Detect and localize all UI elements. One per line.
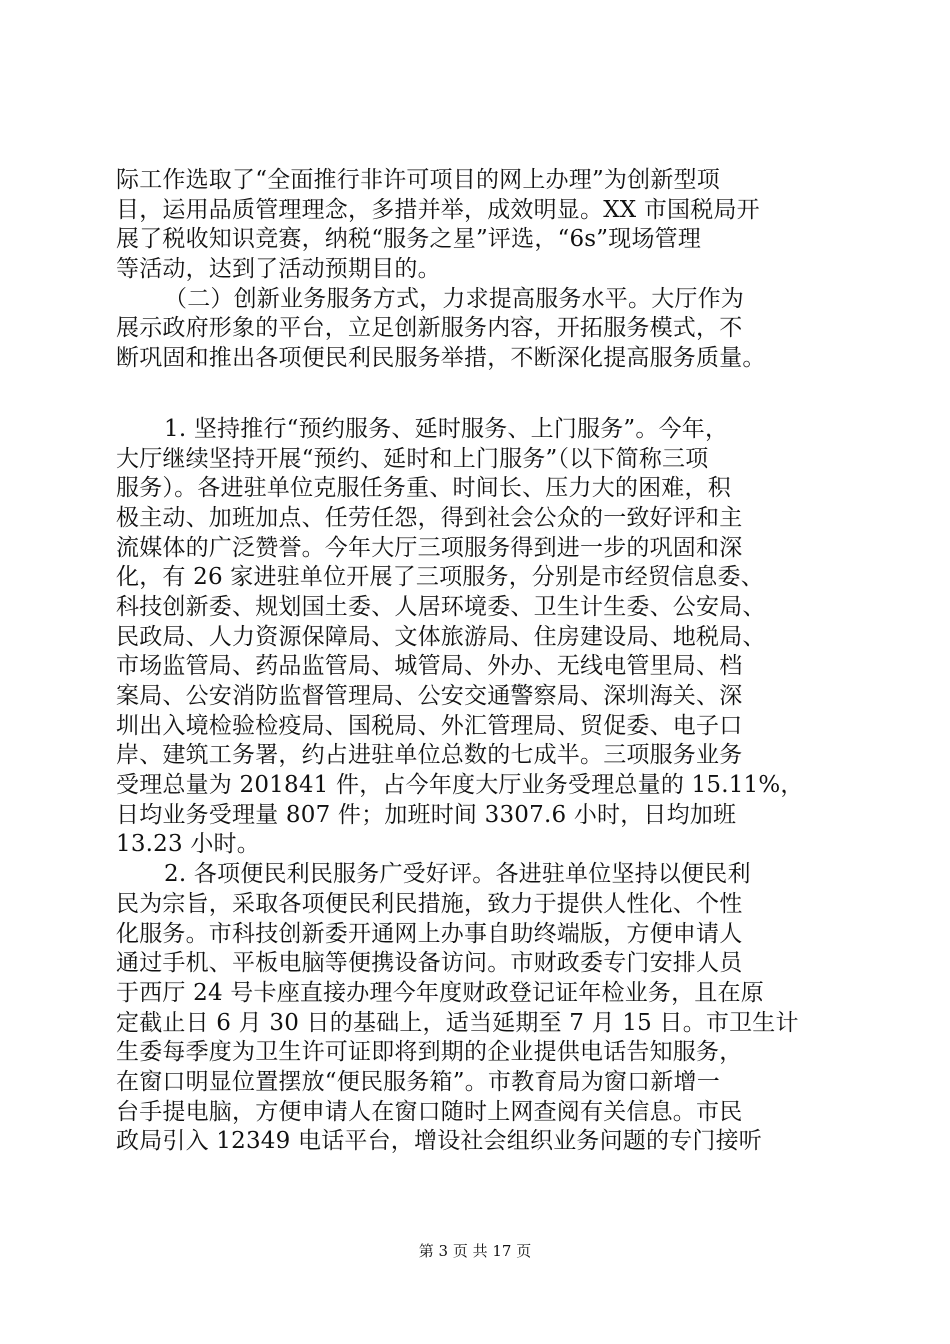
text-line: 科技创新委、规划国土委、人居环境委、卫生计生委、公安局、 [116, 593, 766, 620]
document-body [116, 166, 838, 1157]
text-line: 市场监管局、药品监管局、城管局、外办、无线电管里局、档 [116, 653, 743, 680]
text-line: 岸、建筑工务署，约占进驻单位总数的七成半。三项服务业务 [116, 742, 743, 769]
text-line: 13.23 小时。 [116, 831, 260, 858]
text-line: 流媒体的广泛赞誉。今年大厅三项服务得到进一步的巩固和深 [116, 534, 743, 561]
text-line: 台手提电脑，方便申请人在窗口随时上网查阅有关信息。市民 [116, 1098, 743, 1125]
text-line: 生委每季度为卫生许可证即将到期的企业提供电话告知服务， [116, 1039, 743, 1066]
text-line: 断巩固和推出各项便民利民服务举措，不断深化提高服务质量。 [116, 345, 766, 372]
paragraph-continuation [116, 166, 838, 285]
text-line: 极主动、加班加点、任劳任怨，得到社会公众的一致好评和主 [116, 504, 743, 531]
paragraph-gap [116, 374, 838, 415]
page-number-footer: 第 3 页 共 17 页 [418, 1242, 532, 1260]
text-line: 际工作选取了“全面推行非许可项目的网上办理”为创新型项 [116, 167, 720, 193]
text-line: 政局引入 12349 电话平台，增设社会组织业务问题的专门接听 [116, 1128, 762, 1155]
text-line: 案局、公安消防监督管理局、公安交通警察局、深圳海关、深 [116, 683, 743, 709]
text-line: 圳出入境检验检疫局、国税局、外汇管理局、贸促委、电子口 [116, 712, 743, 739]
text-line: 在窗口明显位置摆放“便民服务箱”。市教育局为窗口新增一 [116, 1068, 720, 1095]
text-line: 展了税收知识竞赛，纳税“服务之星”评选，“6s”现场管理 [116, 226, 702, 253]
text-line: 展示政府形象的平台，立足创新服务内容，开拓服务模式，不 [116, 315, 743, 342]
paragraph-item-two [116, 860, 838, 1157]
text-line: 化服务。市科技创新委开通网上办事自助终端版，方便申请人 [116, 920, 743, 947]
text-line: 目，运用品质管理理念，多措并举，成效明显。XX 市国税局开 [116, 196, 760, 223]
paragraph-section-two [116, 285, 838, 374]
text-line: 1. 坚持推行“预约服务、延时服务、上门服务”。今年， [164, 415, 729, 442]
text-line: 民政局、人力资源保障局、文体旅游局、住房建设局、地税局、 [116, 623, 766, 650]
text-line: 定截止日 6 月 30 日的基础上，适当延期至 7 月 15 日。市卫生计 [116, 1009, 799, 1036]
text-line: （二）创新业务服务方式，力求提高服务水平。大厅作为 [164, 285, 744, 312]
text-line: 民为宗旨，采取各项便民利民措施，致力于提供人性化、个性 [116, 890, 743, 917]
text-line: 受理总量为 201841 件，占今年度大厅业务受理总量的 15.11%， [116, 772, 804, 799]
paragraph-item-one [116, 415, 838, 860]
text-line: 等活动，达到了活动预期目的。 [116, 256, 441, 283]
text-line: 通过手机、平板电脑等便携设备访问。市财政委专门安排人员 [116, 950, 743, 977]
text-line: 化，有 26 家进驻单位开展了三项服务，分别是市经贸信息委、 [116, 564, 764, 591]
text-line: 2. 各项便民利民服务广受好评。各进驻单位坚持以便民利 [164, 861, 751, 888]
text-line: 服务）。各进驻单位克服任务重、时间长、压力大的困难，积 [116, 475, 731, 502]
text-line: 大厅继续坚持开展“预约、延时和上门服务”（以下简称三项 [116, 445, 709, 472]
text-line: 于西厅 24 号卡座直接办理今年度财政登记证年检业务，且在原 [116, 979, 764, 1006]
text-line: 日均业务受理量 807 件；加班时间 3307.6 小时，日均加班 [116, 801, 737, 828]
